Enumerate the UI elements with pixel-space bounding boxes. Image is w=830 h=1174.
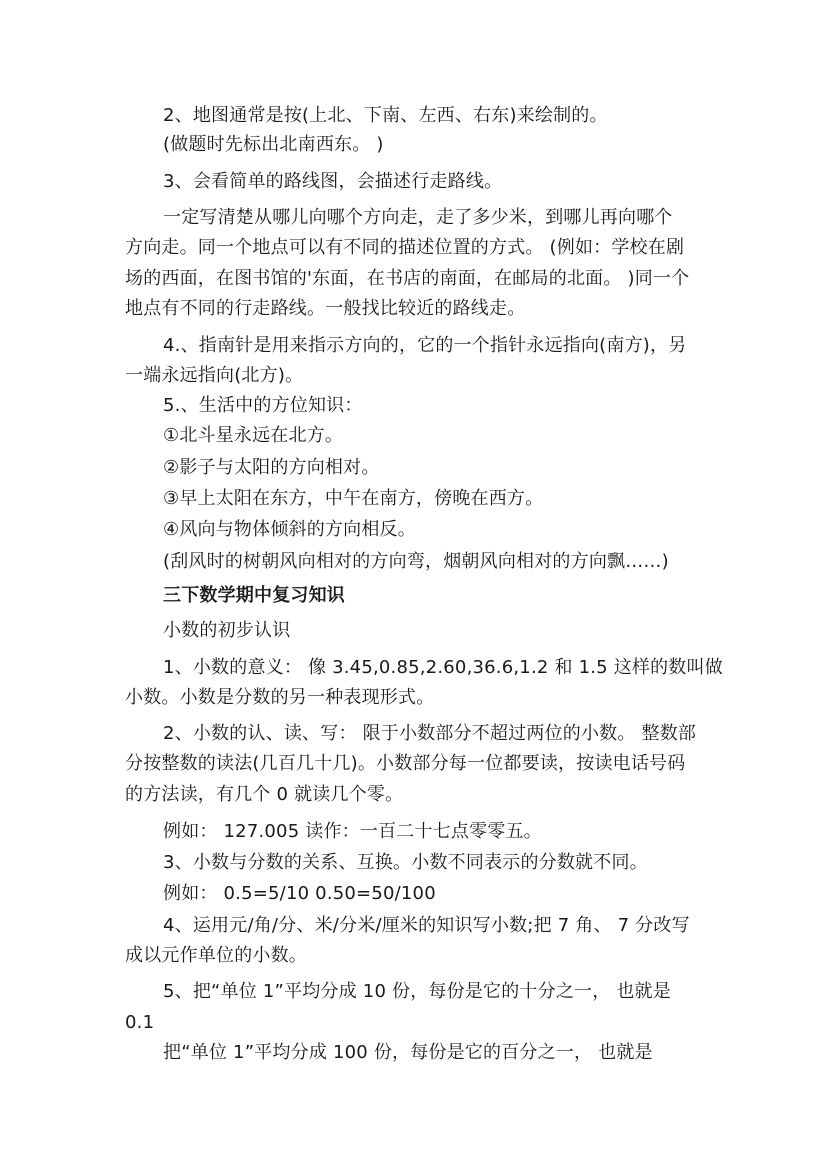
text-line: (刮风时的树朝风向相对的方向弯，烟朝风向相对的方向飘……)	[163, 551, 669, 572]
text-line: 分按整数的读法(几百几十几)。小数部分每一位都要读，按读电话号码	[125, 753, 686, 774]
text-line: ②影子与太阳的方向相对。	[163, 457, 380, 478]
text-line: 一定写清楚从哪儿向哪个方向走，走了多少米，到哪儿再向哪个	[163, 207, 673, 228]
text-line: 3、会看简单的路线图，会描述行走路线。	[163, 171, 503, 192]
text-line: 的方法读，有几个 0 就读几个零。	[125, 784, 404, 805]
text-line: 4、运用元/角/分、米/分米/厘米的知识写小数;把 7 角、 7 分改写	[163, 915, 690, 936]
text-line: ④风向与物体倾斜的方向相反。	[163, 519, 416, 540]
subsection-heading: 小数的初步认识	[163, 620, 291, 641]
text-line: ①北斗星永远在北方。	[163, 425, 344, 446]
text-line: 地点有不同的行走路线。一般找比较近的路线走。	[125, 298, 526, 319]
text-line: ③早上太阳在东方，中午在南方，傍晚在西方。	[163, 488, 544, 509]
text-line: 5.、生活中的方位知识：	[163, 395, 363, 416]
text-line: 把“单位 1”平均分成 100 份，每份是它的百分之一， 也就是	[163, 1042, 653, 1063]
text-line: 小数。小数是分数的另一种表现形式。	[125, 687, 435, 708]
text-line: 方向走。同一个地点可以有不同的描述位置的方式。 (例如：学校在剧	[125, 237, 685, 258]
text-line: 2、地图通常是按(上北、下南、左西、右东)来绘制的。	[163, 105, 608, 126]
text-line: (做题时先标出北南西东。 )	[163, 134, 384, 155]
text-line: 4.、指南针是用来指示方向的，它的一个指针永远指向(南方)，另	[163, 335, 687, 356]
text-line: 0.1	[125, 1012, 155, 1033]
text-line: 例如： 127.005 读作：一百二十七点零零五。	[163, 821, 542, 842]
text-line: 5、把“单位 1”平均分成 10 份，每份是它的十分之一， 也就是	[163, 981, 671, 1002]
text-line: 成以元作单位的小数。	[125, 945, 307, 966]
text-line: 一端永远指向(北方)。	[125, 365, 304, 386]
text-line: 2、小数的认、读、写： 限于小数部分不超过两位的小数。 整数部	[163, 723, 697, 744]
text-line: 场的西面，在图书馆的'东面，在书店的南面，在邮局的北面。 )同一个	[125, 268, 690, 289]
text-line: 1、小数的意义： 像 3.45,0.85,2.60,36.6,1.2 和 1.5 这样的数叫做	[163, 657, 723, 678]
text-line: 例如： 0.5=5/10 0.50=50/100	[163, 883, 436, 904]
section-heading: 三下数学期中复习知识	[163, 585, 345, 606]
text-line: 3、小数与分数的关系、互换。小数不同表示的分数就不同。	[163, 852, 648, 873]
